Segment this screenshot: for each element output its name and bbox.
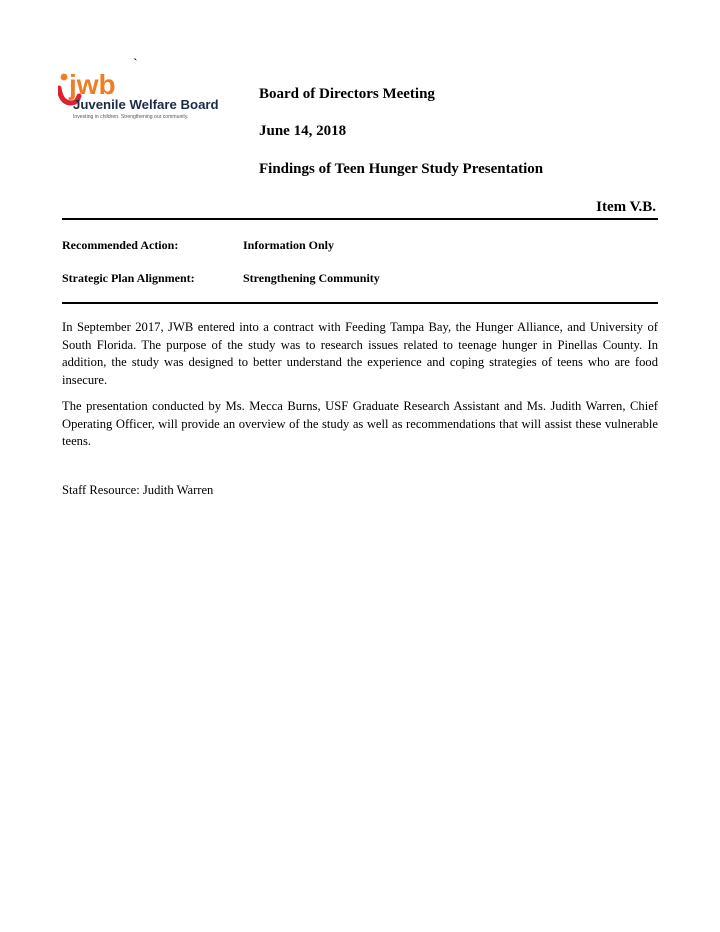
bottom-divider (62, 302, 658, 304)
logo-org-name: Juvenile Welfare Board (73, 97, 219, 112)
meeting-title: Board of Directors Meeting (259, 86, 435, 102)
recommended-action-label: Recommended Action: (62, 238, 179, 252)
staff-resource: Staff Resource: Judith Warren (62, 483, 214, 497)
recommended-action-value: Information Only (243, 238, 335, 252)
strategic-plan-value: Strengthening Community (243, 271, 380, 285)
item-reference: Item V.B. (596, 199, 656, 215)
jwb-logo (58, 70, 248, 122)
top-divider (62, 218, 658, 220)
meeting-date: June 14, 2018 (259, 123, 347, 139)
logo-wordmark: jwb (69, 70, 116, 100)
logo-tagline: Investing in children. Strengthening our community. (73, 114, 189, 120)
body-paragraph-2: The presentation conducted by Ms. Mecca Burns, USF Graduate Research Assistant and Ms. Judith Warren, Chief Operating Officer, will provide an overview of the study as well as recommendations that will assist these vulnerable teens. (62, 399, 658, 449)
document-subject: Findings of Teen Hunger Study Presentation (259, 161, 544, 177)
logo-dot (61, 74, 68, 81)
body-paragraph-1: In September 2017, JWB entered into a contract with Feeding Tampa Bay, the Hunger Alliance, and University of South Florida. The purpose of the study was to research issues related to teenage hunger in Pinellas County. In addition, the study was designed to better understand the experience and coping strategies of teens who are food insecure. (62, 320, 658, 387)
stray-mark: ` (133, 57, 138, 72)
strategic-plan-label: Strategic Plan Alignment: (62, 271, 195, 285)
